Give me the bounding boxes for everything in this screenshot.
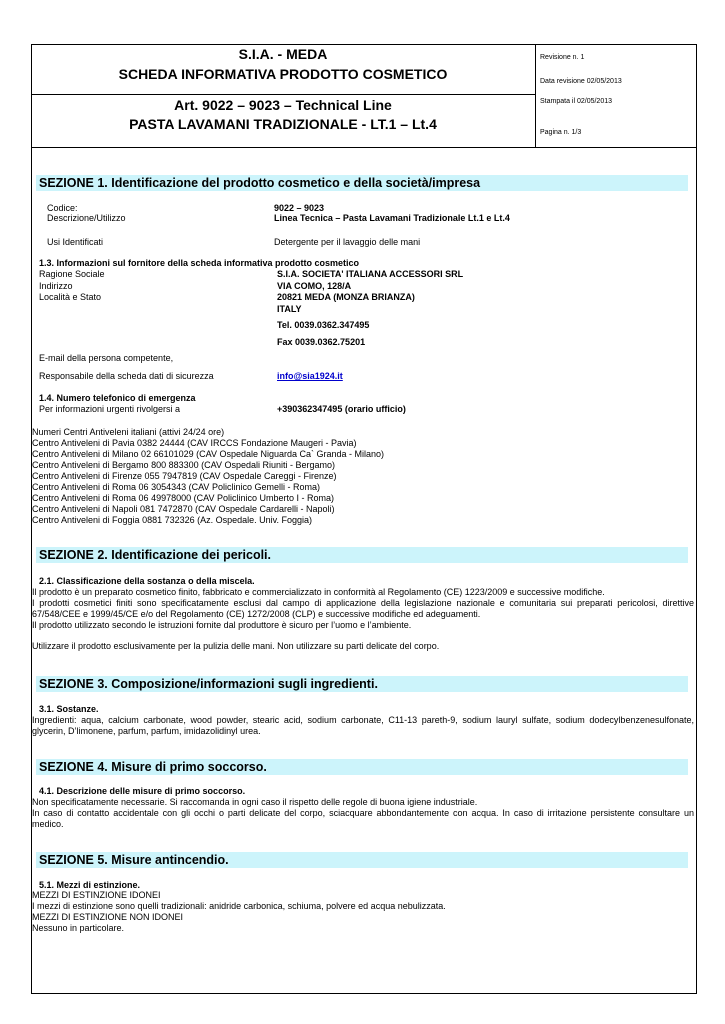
- poison-centres-list: [32, 427, 384, 526]
- list-item: Centro Antiveleni di Bergamo 800 883300 (CAV Ospedali Riuniti - Bergamo): [32, 460, 335, 470]
- header-product-block: [31, 94, 536, 147]
- urgent-value: +390362347495 (orario ufficio): [277, 404, 406, 414]
- list-item: Centro Antiveleni di Firenze 055 7947819 (CAV Ospedale Careggi - Firenze): [32, 471, 337, 481]
- subsection-2-1: 2.1. Classificazione della sostanza o della miscela.: [39, 576, 255, 586]
- print-date: Stampata il 02/05/2013: [540, 98, 612, 105]
- paragraph: Utilizzare il prodotto esclusivamente per la pulizia delle mani. Non utilizzare su parti delicate del corpo.: [32, 641, 440, 651]
- list-item: Centro Antiveleni di Pavia 0382 24444 (CAV IRCCS Fondazione Maugeri - Pavia): [32, 438, 357, 448]
- section-4-title: SEZIONE 4. Misure di primo soccorso.: [36, 759, 688, 775]
- description-label: Descrizione/Utilizzo: [47, 213, 126, 223]
- urgent-label: Per informazioni urgenti rivolgersi a: [39, 404, 181, 414]
- company-name: S.I.A. - MEDA: [238, 46, 328, 62]
- section-3-title: SEZIONE 3. Composizione/informazioni sugli ingredienti.: [36, 676, 688, 692]
- fax: Fax 0039.0362.75201: [277, 337, 366, 347]
- document-title: SCHEDA INFORMATIVA PRODOTTO COSMETICO: [118, 66, 448, 82]
- page-number: Pagina n. 1/3: [540, 129, 582, 136]
- paragraph: Non specificatamente necessarie. Si raccomanda in ogni caso il rispetto delle regole di buona igiene industriale.: [32, 797, 478, 807]
- section-5-text: [32, 890, 446, 934]
- header-divider: [31, 147, 697, 148]
- article-title: Art. 9022 – 9023 – Technical Line: [174, 97, 392, 113]
- ragione-value: S.I.A. SOCIETA' ITALIANA ACCESSORI SRL: [277, 269, 464, 279]
- paragraph: In caso di contatto accidentale con gli occhi o parti delicate del corpo, sciacquare abbondantemente con acqua. In caso di irritazione persistente consultare un medico.: [32, 808, 694, 829]
- paragraph: Il prodotto è un preparato cosmetico finito, fabbricato e commercializzato in conformità al Regolamento (CE) 1223/2009 e successive modifiche.: [32, 587, 605, 597]
- list-item: Centro Antiveleni di Napoli 081 7472870 (CAV Ospedale Cardarelli - Napoli): [32, 504, 335, 514]
- paragraph: Il prodotto utilizzato secondo le istruzioni fornite dal produttore è sicuro per l’uomo e l’ambiente.: [32, 620, 412, 630]
- revision-number: Revisione n. 1: [540, 54, 585, 61]
- section-5-title: SEZIONE 5. Misure antincendio.: [36, 852, 688, 868]
- section-1-title: SEZIONE 1. Identificazione del prodotto cosmetico e della società/impresa: [36, 175, 688, 191]
- code-label: Codice:: [47, 203, 78, 213]
- email-label: E-mail della persona competente,: [39, 353, 174, 363]
- subsection-3-1: 3.1. Sostanze.: [39, 704, 99, 714]
- paragraph: MEZZI DI ESTINZIONE NON IDONEI: [32, 912, 184, 922]
- paragraph: MEZZI DI ESTINZIONE IDONEI: [32, 890, 161, 900]
- list-item: Centro Antiveleni di Roma 06 49978000 (CAV Policlinico Umberto I - Roma): [32, 493, 334, 503]
- uses-value: Detergente per il lavaggio delle mani: [274, 237, 421, 247]
- email-link[interactable]: info@sia1924.it: [277, 371, 343, 381]
- section-2-title: SEZIONE 2. Identificazione dei pericoli.: [36, 547, 688, 563]
- section-2-text: [32, 587, 694, 652]
- indirizzo-label: Indirizzo: [39, 281, 73, 291]
- ingredients-text: Ingredienti: aqua, calcium carbonate, wood powder, stearic acid, sodium carbonate, C11-13 pareth-9, sodium lauryl sulfate, sodium dodecylbenzenesulfonate, glycerin, D’limonene, parfum, parfum, imidazolidinyl urea.: [32, 715, 694, 736]
- paragraph: Nessuno in particolare.: [32, 923, 125, 933]
- subsection-1-3: 1.3. Informazioni sul fornitore della scheda informativa prodotto cosmetico: [39, 258, 360, 268]
- list-item: Numeri Centri Antiveleni italiani (attivi 24/24 ore): [32, 427, 225, 437]
- uses-label: Usi Identificati: [47, 237, 104, 247]
- list-item: Centro Antiveleni di Foggia 0881 732326 (Az. Ospedale. Univ. Foggia): [32, 515, 313, 525]
- list-item: Centro Antiveleni di Milano 02 66101029 (CAV Ospedale Niguarda Ca` Granda - Milano): [32, 449, 385, 459]
- paragraph: I prodotti cosmetici finiti sono specificatamente esclusi dal campo di applicazione della legislazione nazionale e comunitaria sui preparati pericolosi, direttive 67/548/CEE e 1999/45/CE e/o del Regolamento (CE) 1272/2008 (CLP) e successive modifiche ed adeguamenti.: [32, 598, 694, 619]
- subsection-1-4: 1.4. Numero telefonico di emergenza: [39, 393, 196, 403]
- ragione-label: Ragione Sociale: [39, 269, 105, 279]
- description-value: Linea Tecnica – Pasta Lavamani Tradizionale Lt.1 e Lt.4: [274, 213, 510, 223]
- product-title: PASTA LAVAMANI TRADIZIONALE - LT.1 – Lt.4: [129, 116, 437, 132]
- code-value: 9022 – 9023: [274, 203, 325, 213]
- section-4-text: [32, 797, 694, 830]
- subsection-5-1: 5.1. Mezzi di estinzione.: [39, 880, 141, 890]
- paragraph: I mezzi di estinzione sono quelli tradizionali: anidride carbonica, schiuma, polvere ed acqua nebulizzata.: [32, 901, 446, 911]
- indirizzo-value: VIA COMO, 128/A: [277, 281, 352, 291]
- header-company-block: [31, 44, 536, 94]
- subsection-4-1: 4.1. Descrizione delle misure di primo soccorso.: [39, 786, 246, 796]
- telephone: Tel. 0039.0362.347495: [277, 320, 370, 330]
- list-item: Centro Antiveleni di Roma 06 3054343 (CAV Policlinico Gemelli - Roma): [32, 482, 320, 492]
- responsible-label: Responsabile della scheda dati di sicurezza: [39, 371, 214, 381]
- country-value: ITALY: [277, 304, 302, 314]
- localita-value: 20821 MEDA (MONZA BRIANZA): [277, 292, 415, 302]
- localita-label: Località e Stato: [39, 292, 102, 302]
- revision-date: Data revisione 02/05/2013: [540, 78, 622, 85]
